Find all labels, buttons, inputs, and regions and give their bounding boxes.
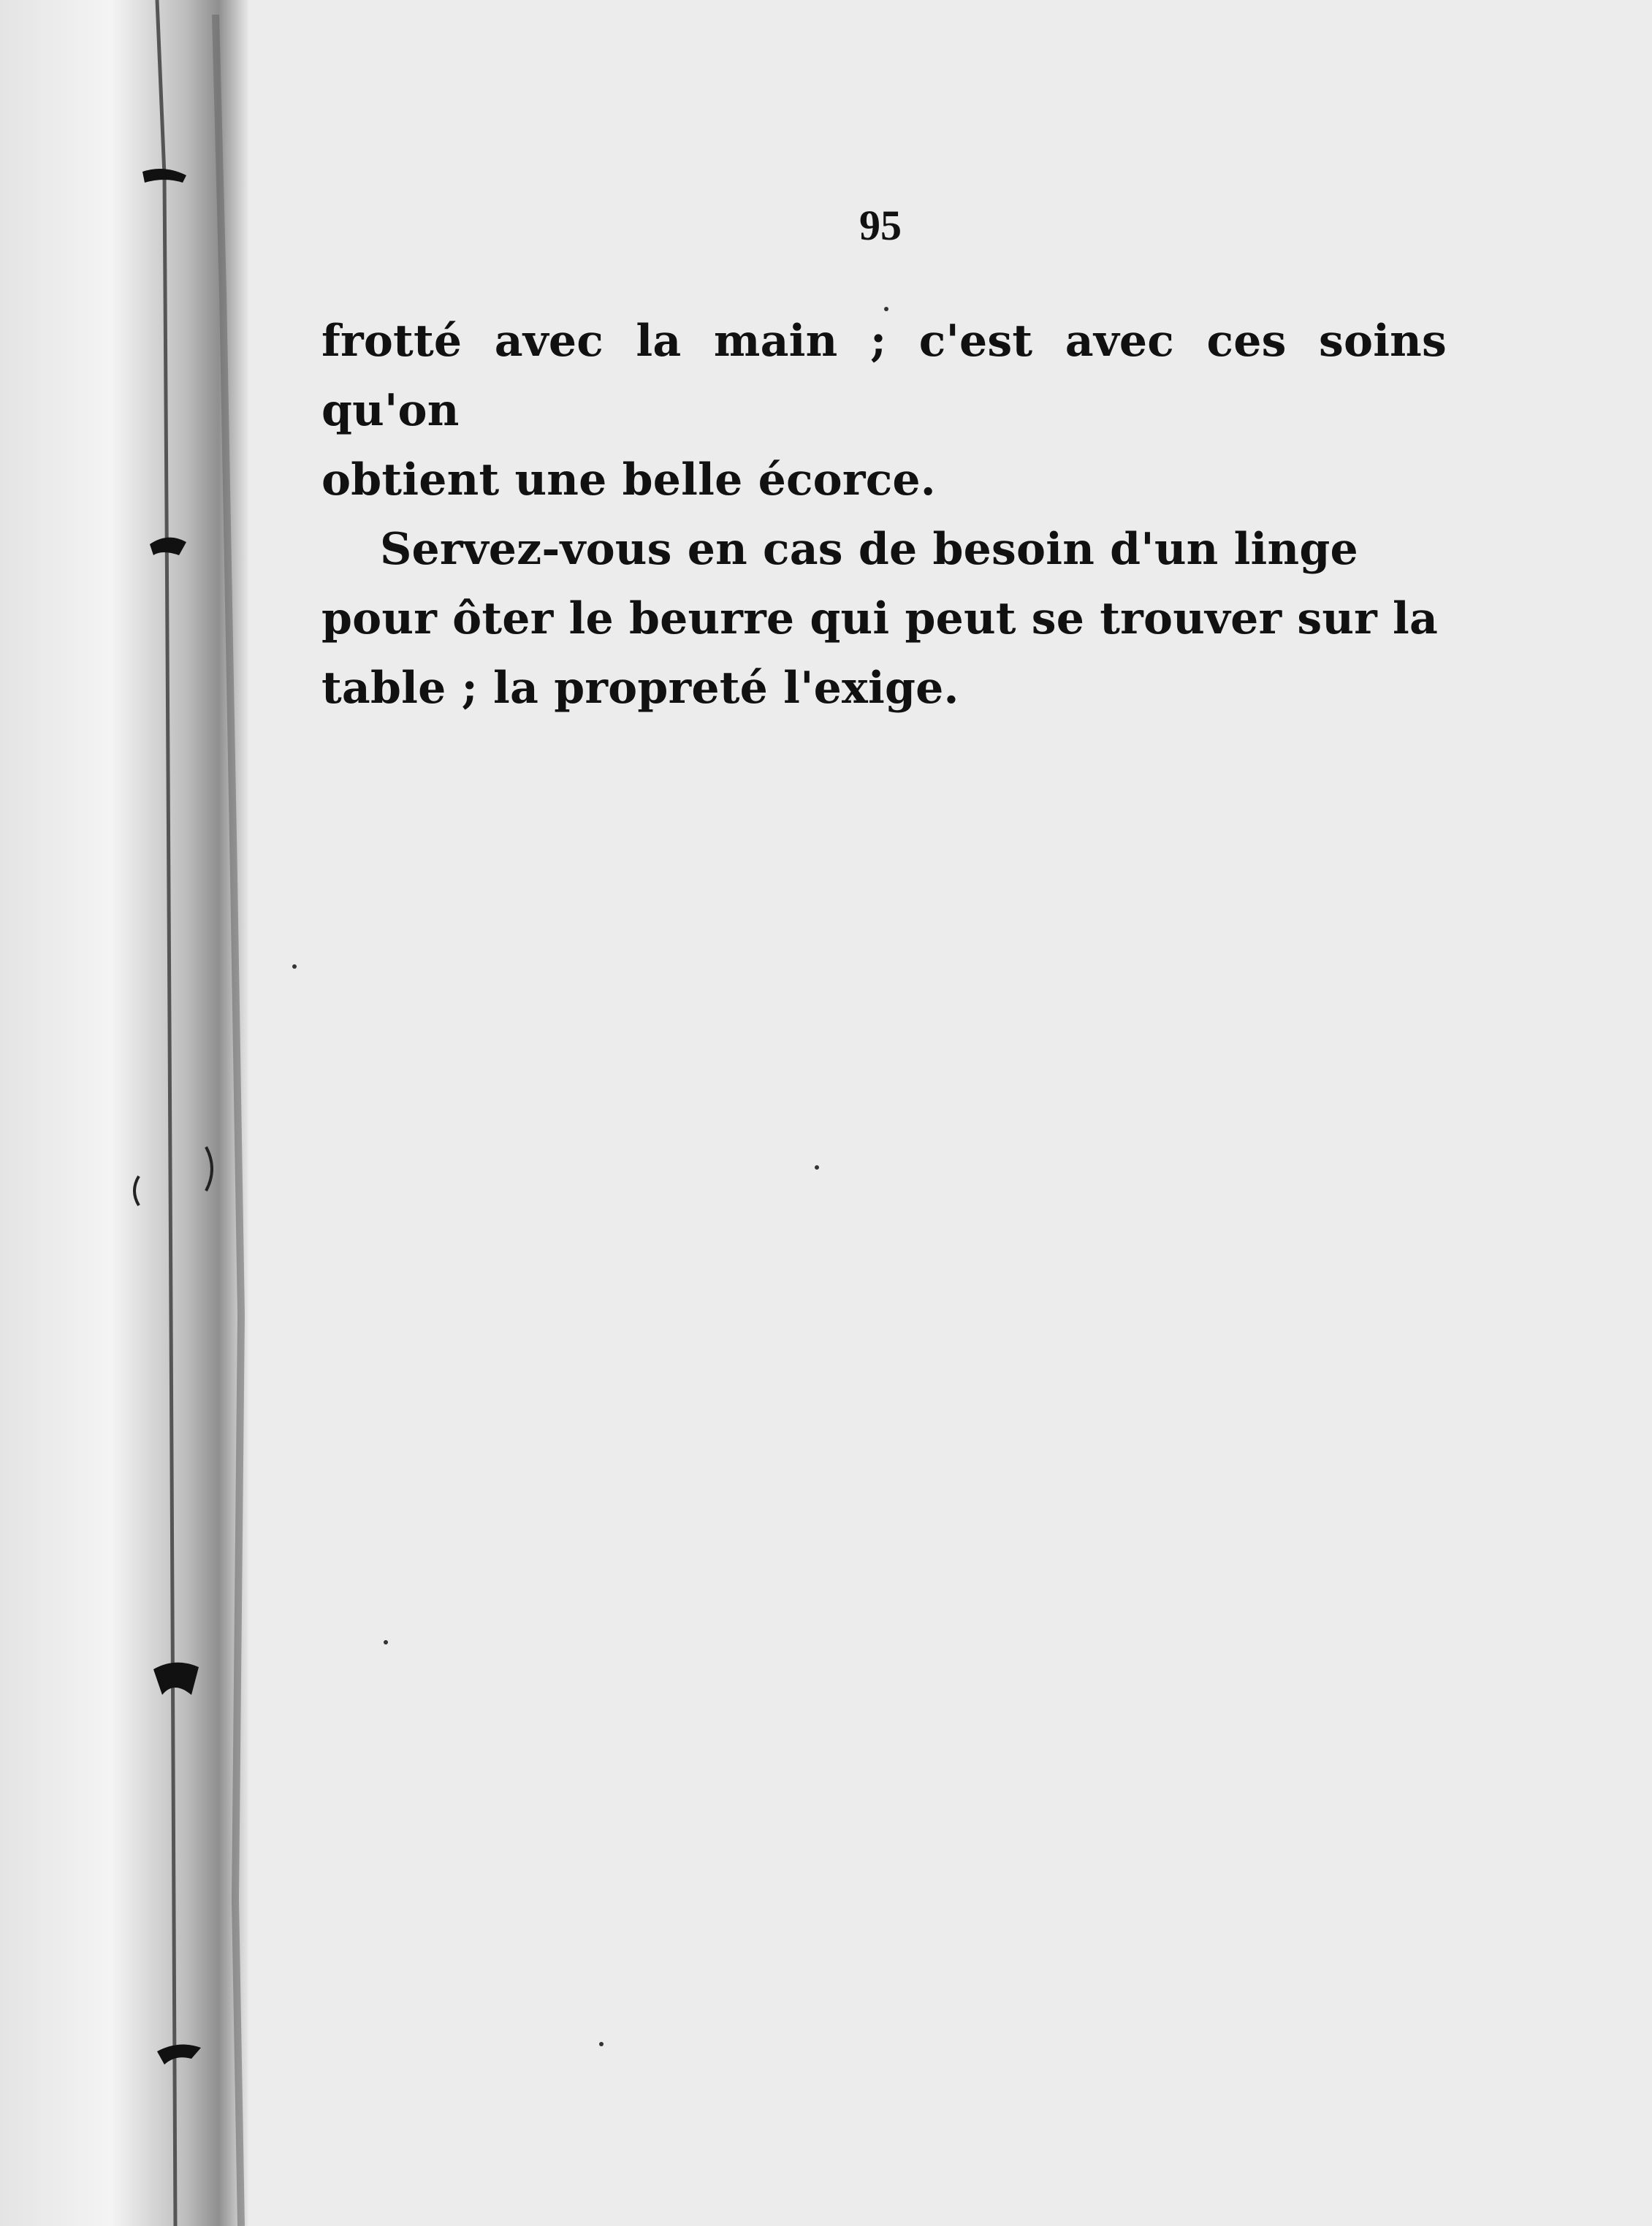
page-number: 95 [859,202,902,249]
text-line: obtient une belle écorce. [321,454,936,506]
text-line: frotté avec la main ; c'est avec ces soins qu'on [321,316,1447,436]
ink-speck [815,1165,819,1170]
book-spine-shadow [0,0,248,2226]
paragraph-1 [321,307,1447,515]
ink-speck [599,2042,604,2046]
body-text [321,307,1447,723]
text-line: pour ôter le beurre qui peut se trouver sur la [321,593,1439,644]
ink-speck [292,964,297,969]
text-line: table ; la propreté l'exige. [321,663,959,714]
ink-speck [384,1640,388,1644]
text-line: Servez-vous en cas de besoin d'un linge [380,524,1358,575]
paragraph-2 [321,515,1447,723]
ink-speck [884,307,888,311]
